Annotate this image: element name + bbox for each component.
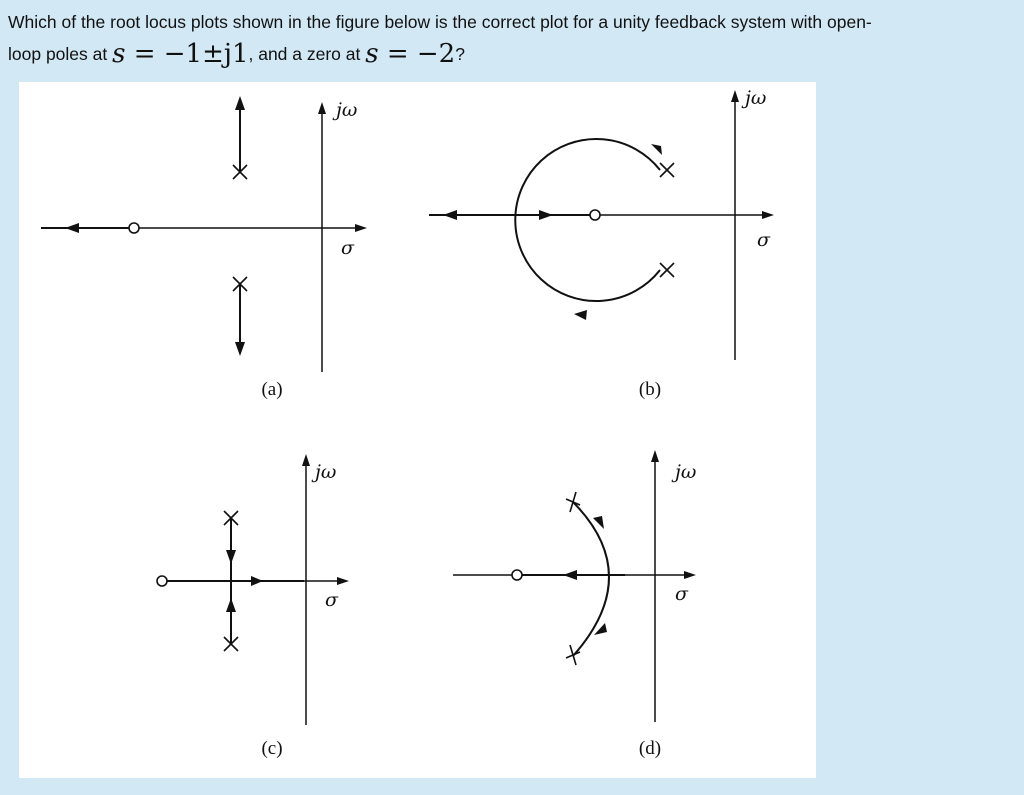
panel-b-upper-arc-arrow: [651, 144, 662, 155]
panel-d-upper-arc-arrow: [593, 516, 604, 529]
question-line-1: Which of the root locus plots shown in the figure below is the correct plot for a unity feedback system with open-: [8, 12, 872, 32]
panel-c-sigma-label: σ: [325, 589, 338, 611]
poles-expression: s = −1±j1: [112, 39, 249, 69]
panel-d-lower-pole-marker: [566, 645, 580, 665]
panel-b-circular-locus: [515, 139, 660, 301]
panel-b-real-locus-arrow-left: [443, 210, 457, 220]
panel-a-upper-branch-arrow: [235, 96, 245, 110]
panel-c-zero-marker: [157, 576, 167, 586]
panel-c-caption: (c): [261, 738, 283, 759]
panel-a-jw-label: jω: [336, 99, 358, 121]
panel-a-caption: (a): [261, 379, 283, 400]
panel-c-lower-vertical-arrow: [226, 598, 236, 612]
panel-d-caption: (d): [638, 738, 662, 759]
root-locus-diagrams: [19, 82, 816, 778]
panel-d-jw-label: jω: [675, 461, 697, 483]
panel-d-imag-axis-arrowhead: [651, 450, 659, 462]
root-locus-figure: [19, 82, 816, 778]
panel-b-real-locus-arrow-right: [539, 210, 553, 220]
panel-c-real-axis-arrowhead: [337, 577, 349, 585]
panel-a-lower-branch-arrow: [235, 342, 245, 356]
zero-expression: s = −2: [365, 39, 456, 69]
panel-a-real-locus-arrow: [65, 223, 79, 233]
panel-c-imag-axis-arrowhead: [302, 454, 310, 466]
panel-b-real-axis-arrowhead: [762, 211, 774, 219]
panel-d-real-axis-arrowhead: [684, 571, 696, 579]
question-text: [8, 6, 1018, 70]
panel-b-caption: (b): [638, 379, 662, 400]
panel-b-upper-pole-marker: [660, 163, 674, 177]
panel-d-sigma-label: σ: [675, 583, 688, 605]
panel-a: [41, 96, 367, 400]
panel-a-sigma-label: σ: [341, 237, 354, 259]
panel-a-real-axis-arrowhead: [355, 224, 367, 232]
panel-b-sigma-label: σ: [757, 229, 770, 251]
panel-c-real-locus-arrow: [251, 576, 263, 586]
panel-b-lower-arc-arrow: [574, 310, 587, 320]
panel-a-zero-marker: [129, 223, 139, 233]
panel-c-upper-vertical-arrow: [226, 550, 236, 564]
panel-d-upper-pole-marker: [566, 492, 580, 512]
panel-d-arc-locus: [573, 502, 609, 656]
panel-b-jw-label: jω: [745, 87, 767, 109]
panel-b-lower-pole-marker: [660, 263, 674, 277]
panel-d-zero-marker: [512, 570, 522, 580]
panel-a-imag-axis-arrowhead: [318, 102, 326, 114]
question-line-2-mid: , and a zero at: [248, 44, 366, 64]
panel-d: [453, 450, 696, 759]
panel-c-jw-label: jω: [315, 461, 337, 483]
question-line-2-suffix: ?: [455, 44, 465, 64]
panel-b-imag-axis-arrowhead: [731, 90, 739, 102]
question-line-2-prefix: loop poles at: [8, 44, 113, 64]
panel-b: [429, 87, 774, 400]
panel-b-zero-marker: [590, 210, 600, 220]
panel-c: [157, 454, 349, 759]
panel-d-real-locus-arrow: [563, 570, 577, 580]
